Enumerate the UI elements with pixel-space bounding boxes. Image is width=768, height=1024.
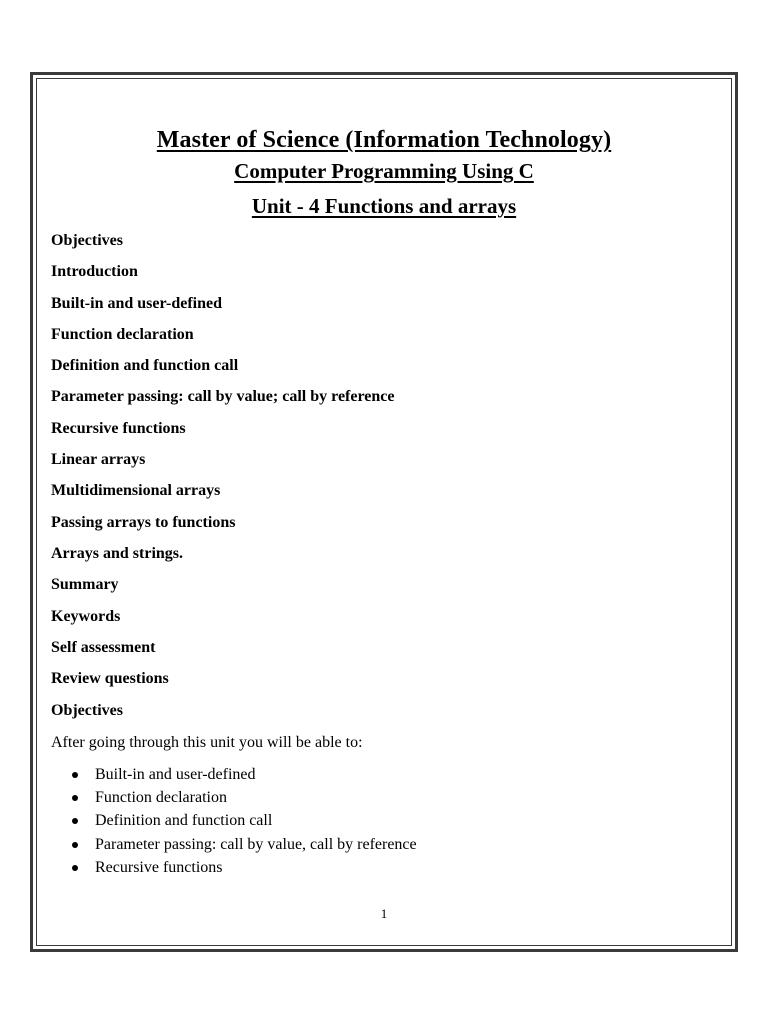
contents-item: Introduction	[51, 263, 138, 281]
objectives-intro: After going through this unit you will be able to:	[51, 734, 363, 751]
contents-item: Built-in and user-defined	[51, 294, 222, 312]
bullet-item	[72, 788, 417, 811]
contents-item: Self assessment	[51, 638, 156, 656]
bullet-icon	[72, 865, 78, 871]
objectives-heading: Objectives	[51, 702, 123, 719]
contents-item: Arrays and strings.	[51, 544, 184, 562]
bullet-icon	[72, 842, 78, 848]
document-title: Master of Science (Information Technology)	[156, 127, 612, 153]
page-number: 1	[380, 906, 388, 921]
contents-item: Multidimensional arrays	[51, 482, 221, 500]
bullet-text: Parameter passing: call by value, call by reference	[95, 835, 417, 853]
bullet-icon	[72, 772, 78, 778]
contents-item: Definition and function call	[51, 357, 239, 375]
bullet-item	[72, 835, 417, 858]
bullet-icon	[72, 818, 78, 824]
bullet-text: Definition and function call	[95, 812, 273, 830]
bullet-item	[72, 811, 417, 834]
unit-title: Unit - 4 Functions and arrays	[251, 194, 517, 218]
bullet-icon	[72, 795, 78, 801]
contents-list	[51, 231, 394, 700]
contents-item: Review questions	[51, 670, 169, 688]
bullet-item	[72, 765, 417, 788]
contents-item: Parameter passing: call by value; call by reference	[51, 388, 395, 406]
contents-item: Linear arrays	[51, 451, 146, 469]
bullet-text: Built-in and user-defined	[95, 766, 256, 783]
contents-item: Passing arrays to functions	[51, 513, 236, 531]
objectives-bullet-list	[72, 765, 417, 881]
contents-item: Summary	[51, 576, 119, 594]
contents-item: Recursive functions	[51, 419, 186, 437]
bullet-text: Recursive functions	[95, 858, 223, 876]
contents-item: Keywords	[51, 607, 121, 625]
bullet-item	[72, 858, 417, 881]
bullet-text: Function declaration	[95, 789, 227, 807]
course-title: Computer Programming Using C	[234, 159, 534, 183]
contents-item: Function declaration	[51, 325, 194, 343]
contents-item: Objectives	[51, 232, 123, 249]
